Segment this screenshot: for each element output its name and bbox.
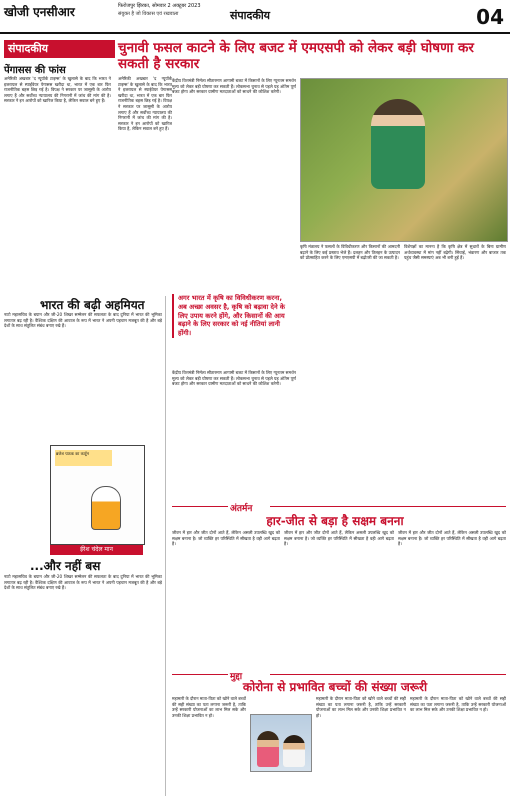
minister-figure [371, 99, 425, 189]
third-headline: कोरोना से प्रभावित बच्चों की संख्या जरूरी [242, 680, 428, 694]
children-photo [250, 714, 312, 772]
masthead [0, 0, 510, 34]
main-body-c: विशेषज्ञों का मानना है कि कृषि क्षेत्र में सुधारों के बिना ग्रामीण अर्थव्यवस्था में मांग नहीं बढ़ेगी। सिंचाई, भंडारण और बाजार तक पहुंच जैसी समस्याएं अब भी बनी हुई हैं। [404, 244, 506, 261]
section-divider-label-2: मुद्दा [230, 672, 243, 682]
editorial-tag: संपादकीय [4, 40, 115, 58]
editorial-heading: पेंगासस की फांस [4, 65, 66, 76]
subheading: भारत की बढ़ी अहमियत [40, 298, 145, 312]
main-body-b: कृषि मंत्रालय ने फसलों के विविधीकरण और किसानों की आमदनी बढ़ाने के लिए कई प्रस्ताव भेजे हैं। दलहन और तिलहन के उत्पादन को प्रोत्साहित करने के लिए एमएसपी में बढ़ोतरी की जा सकती है। [300, 244, 400, 261]
cartoon-figure [91, 486, 121, 530]
divider-line-left [172, 506, 228, 507]
subheading-body: नाटो महासचिव के बयान और जी-20 शिखर सम्मेलन की सफलता के बाद दुनिया में भारत की भूमिका लगातार बढ़ रही है। वैश्विक दक्षिण की आवाज के रूप में भारत ने अपनी पहचान मजबूत की है और बड़े देशों के साथ संतुलित संबंध बनाए रखे हैं। [4, 312, 162, 329]
editorial-body-cont: अमेरिकी अखबार 'द न्यूयॉर्क टाइम्स' के खुलासे के बाद कि भारत ने इजरायल से स्पाईवेयर पेगासस खरीदा था, भारत में एक बार फिर राजनीतिक बहस छिड़ गई है। विपक्ष ने सरकार पर जासूसी के आरोप लगाए हैं और सर्वोच्च न्यायालय की निगरानी में जांच की मांग की है। सरकार ने इन आरोपों को खारिज किया है, लेकिन सवाल बने हुए हैं। [118, 76, 172, 132]
section-divider-label: अंतर्मन [230, 504, 253, 514]
left-bottom-body: नाटो महासचिव के बयान और जी-20 शिखर सम्मेलन की सफलता के बाद दुनिया में भारत की भूमिका लगातार बढ़ रही है। वैश्विक दक्षिण की आवाज के रूप में भारत ने अपनी पहचान मजबूत की है और बड़े देशों के साथ संतुलित संबंध बनाए रखे हैं। [4, 574, 162, 591]
column-divider [165, 296, 166, 796]
third-body-a: महामारी के दौरान माता-पिता को खोने वाले बच्चों की सही संख्या का पता लगाना जरूरी है, ताकि उन्हें सरकारी योजनाओं का लाभ मिल सके और उनकी शिक्षा प्रभावित न हो। [172, 696, 246, 718]
tagline: संयुक्त है जो विकास एवं रखवाला [118, 11, 179, 17]
divider-line-right [270, 506, 506, 507]
cartoon-credit: ईरेश चंदेल मान [50, 545, 143, 555]
page-number: 04 [476, 5, 504, 29]
third-body-b: महामारी के दौरान माता-पिता को खोने वाले बच्चों की सही संख्या का पता लगाना जरूरी है, ताकि उन्हें सरकारी योजनाओं का लाभ मिल सके और उनकी शिक्षा प्रभावित न हो। [316, 696, 406, 718]
main-byline-body: केंद्रीय वित्तमंत्री निर्मला सीतारमण आगामी बजट में किसानों के लिए न्यूनतम समर्थन मूल्य को लेकर बड़ी घोषणा कर सकती हैं। लोकसभा चुनाव से पहले यह अंतिम पूर्ण बजट होगा और सरकार ग्रामीण मतदाताओं को साधने की कोशिश करेगी। [172, 78, 296, 95]
cartoon-punchline: ...और नहीं बस [30, 559, 101, 573]
child-figure [257, 731, 279, 767]
cartoon-caption: ब्रजेश पाठक का कार्टून [55, 450, 112, 466]
cartoon [50, 445, 145, 545]
child-figure [283, 735, 305, 767]
second-headline: हार-जीत से बड़ा है सक्षम बनना [266, 514, 404, 528]
divider-line-right-2 [270, 674, 506, 675]
second-body-c: जीवन में हार और जीत दोनों आते हैं, लेकिन असली उपलब्धि खुद को सक्षम बनाना है। जो व्यक्ति हर परिस्थिति में सीखता है वही आगे बढ़ता है। [398, 530, 506, 547]
minister-photo [300, 78, 508, 242]
editorial-body: अमेरिकी अखबार 'द न्यूयॉर्क टाइम्स' के खुलासे के बाद कि भारत ने इजरायल से स्पाईवेयर पेगासस खरीदा था, भारत में एक बार फिर राजनीतिक बहस छिड़ गई है। विपक्ष ने सरकार पर जासूसी के आरोप लगाए हैं और सर्वोच्च न्यायालय की निगरानी में जांच की मांग की है। सरकार ने इन आरोपों को खारिज किया है, लेकिन सवाल बने हुए हैं। [4, 76, 111, 104]
main-body-a: केंद्रीय वित्तमंत्री निर्मला सीतारमण आगामी बजट में किसानों के लिए न्यूनतम समर्थन मूल्य को लेकर बड़ी घोषणा कर सकती हैं। लोकसभा चुनाव से पहले यह अंतिम पूर्ण बजट होगा और सरकार ग्रामीण मतदाताओं को साधने की कोशिश करेगी। [172, 370, 296, 387]
issue-date: फिरोजपुर झिरका, सोमवार 2 अक्टूबर 2023 [118, 3, 201, 9]
second-body-a: जीवन में हार और जीत दोनों आते हैं, लेकिन असली उपलब्धि खुद को सक्षम बनाना है। जो व्यक्ति हर परिस्थिति में सीखता है वही आगे बढ़ता है। [172, 530, 280, 547]
main-headline: चुनावी फसल काटने के लिए बजट में एमएसपी को लेकर बड़ी घोषणा कर सकती है सरकार [118, 40, 474, 72]
section-title: संपादकीय [230, 9, 271, 22]
newspaper-logo: खोजी एनसीआर [4, 5, 75, 19]
divider-line-left-2 [172, 674, 228, 675]
third-body-c: महामारी के दौरान माता-पिता को खोने वाले बच्चों की सही संख्या का पता लगाना जरूरी है, ताकि उन्हें सरकारी योजनाओं का लाभ मिल सके और उनकी शिक्षा प्रभावित न हो। [410, 696, 506, 713]
pull-quote: अगर भारत में कृषि का विविधीकरण करना, अब अच्छा अवसर है, कृषि को बढ़ावा देने के लिए उपाय करने होंगे, और किसानों की आय बढ़ाने के लिए सरकार को नई नीतियां लानी होंगी। [172, 294, 286, 338]
second-body-b: जीवन में हार और जीत दोनों आते हैं, लेकिन असली उपलब्धि खुद को सक्षम बनाना है। जो व्यक्ति हर परिस्थिति में सीखता है वही आगे बढ़ता है। [284, 530, 394, 547]
